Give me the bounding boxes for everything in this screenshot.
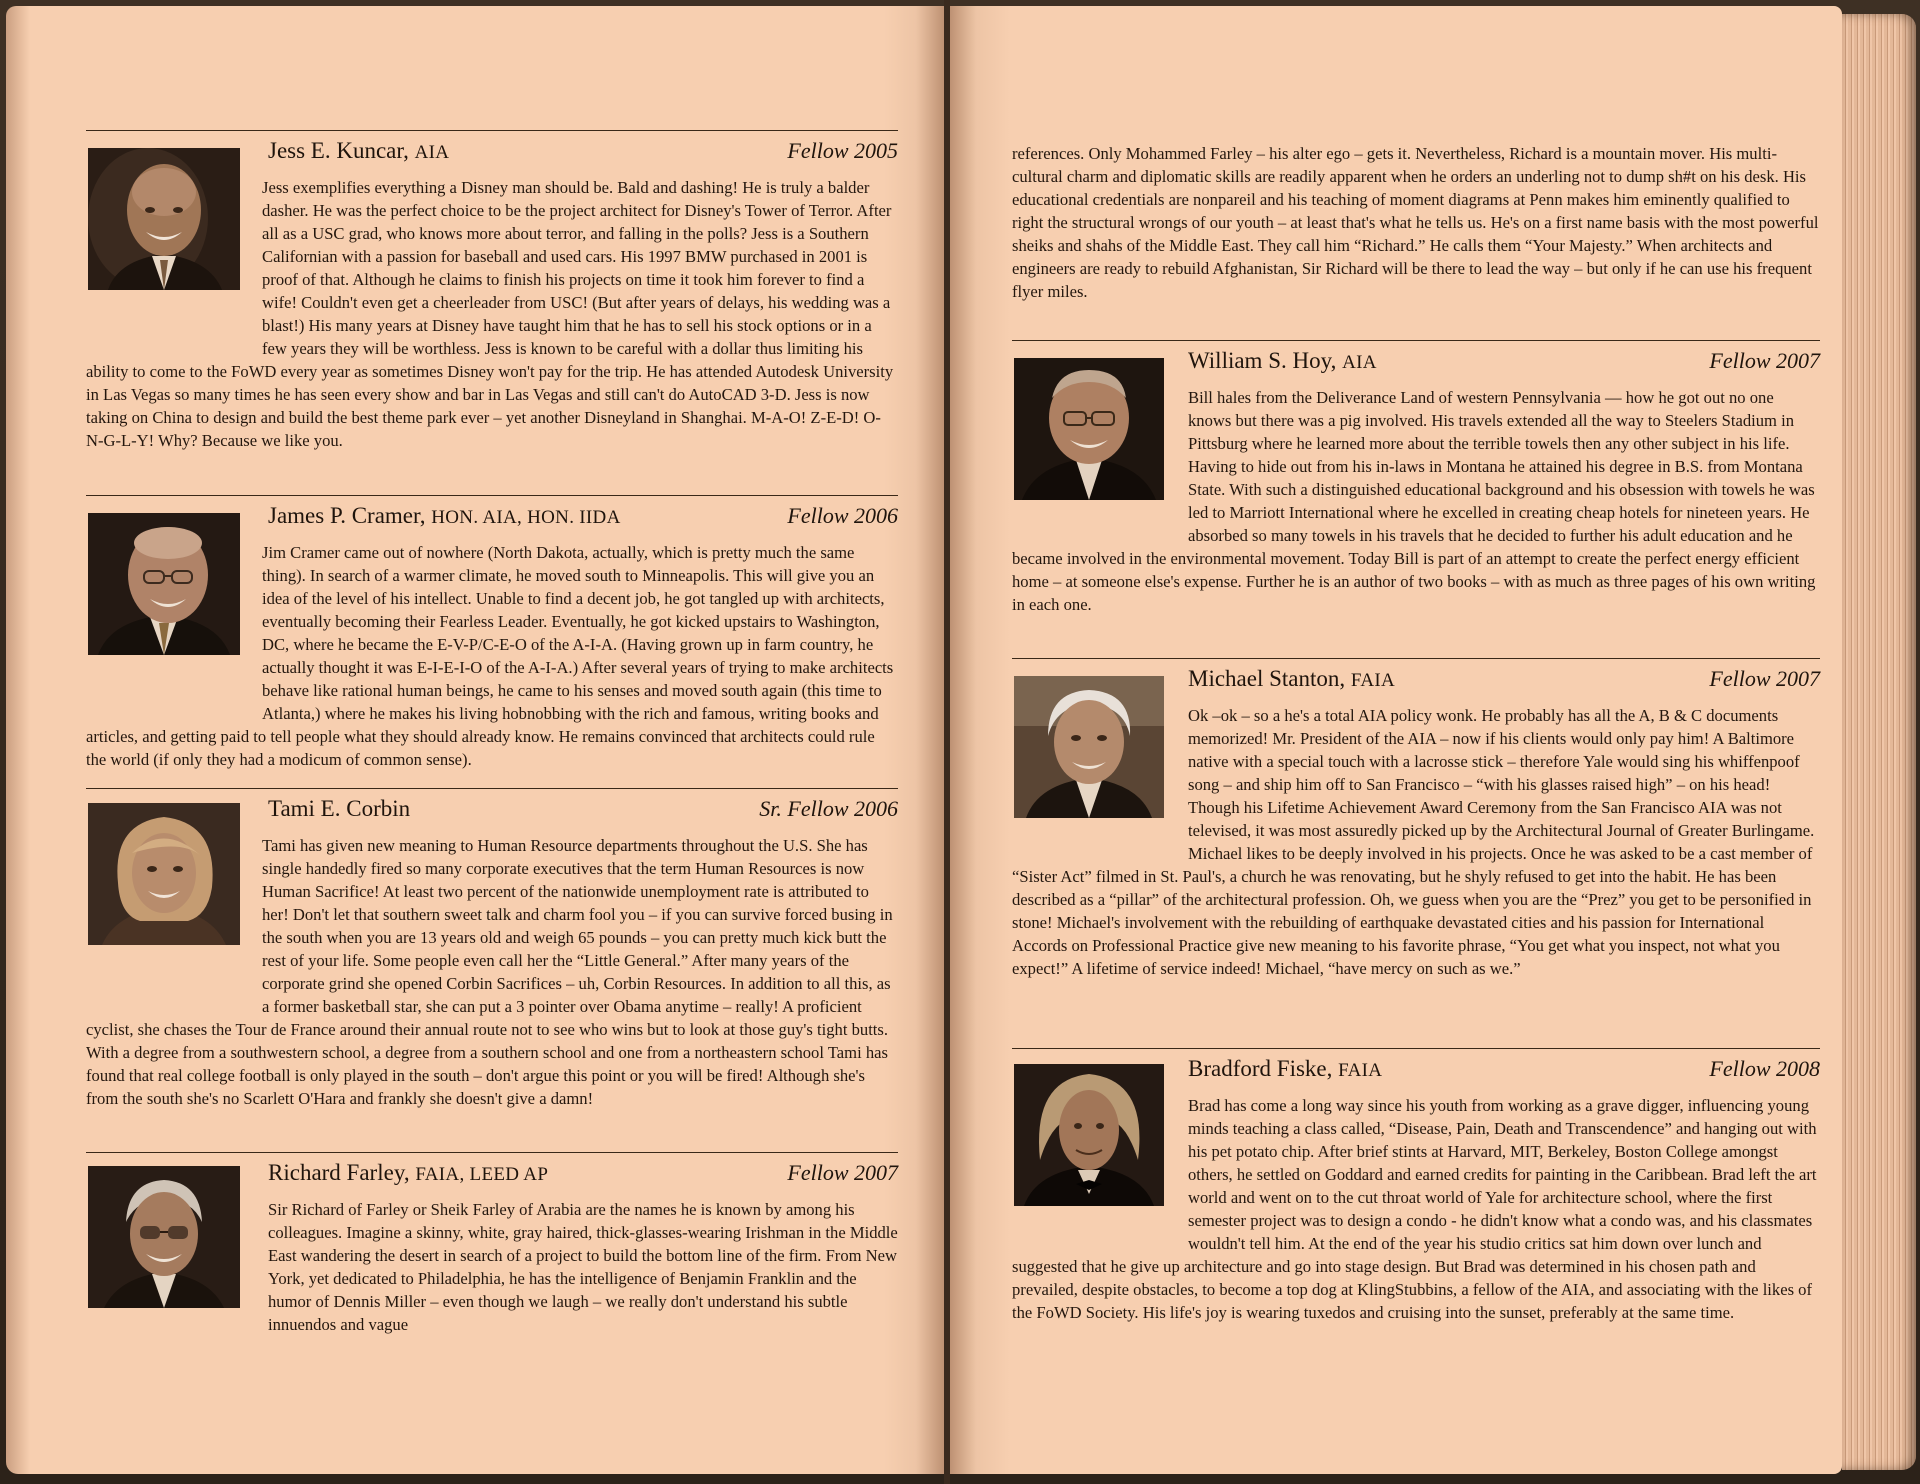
credentials: HON. AIA, HON. IIDA <box>431 507 621 528</box>
right-page <box>950 6 1842 1474</box>
profile-entry-fiske <box>1012 1048 1820 1388</box>
person-name: William S. Hoy, AIA <box>1188 348 1377 373</box>
credentials: FAIA, LEED AP <box>415 1164 549 1185</box>
profile-entry-hoy <box>1012 340 1820 644</box>
person-name: Michael Stanton, FAIA <box>1188 666 1396 691</box>
entry-header <box>268 503 898 533</box>
profile-entry-stanton <box>1012 658 1820 1042</box>
entry-header <box>268 796 898 826</box>
bio-text: Ok –ok – so a he's a total AIA policy wonk. He probably has all the A, B & C documents memorized! Mr. President of the AIA – now if his clients would only pay him! A Baltimore native with a special touch with a lacrosse stick – therefore Yale would sing his whiffenpoof song – and ship him off to San Francisco – “with his glasses raised high” – on his head! Though his Lifetime Achievement Award Ceremony from the San Francisco AIA was not televised, it was most assuredly picked up by the Architectural Journal of Greater Burlingame. Michael likes to be deeply involved in his projects. Once he was asked to be a cast member of “Sister Act” filmed in St. Paul's, a church he was renovating, but he shyly refused to get into the habit. He has been described as a “pillar” of the architectural profession. Oh, we guess when you are the “Prez” you get to be personified in stone! Michael's involvement with the rebuilding of earthquake devastated cities and his passion for International Accords on Professional Practice give new meaning to his favorite phrase, “You get what you inspect, not what you expect!” A lifetime of service indeed! Michael, “have mercy on such as we.” <box>1012 706 1815 978</box>
farley-bio-continuation: references. Only Mohammed Farley – his alter ego – gets it. Nevertheless, Richard is a mountain mover. His multi-cultural charm and diplomatic skills are readily apparent when he orders an underling not to dump sh#t on his desk. His educational credentials are nonpareil and his teaching of moment diagrams at Penn makes him eminently qualified to right the structural wrongs of our youth – at least that's what he tells us. He's on a first name basis with the most powerful sheiks and shahs of the Middle East. They call him “Richard.” He calls them “Your Majesty.” When architects and engineers are ready to rebuild Afghanistan, Sir Richard will be there to lead the way – but only if he can use his frequent flyer miles. <box>1012 144 1819 301</box>
bio-text: Jess exemplifies everything a Disney man should be. Bald and dashing! He is truly a balder dasher. He was the perfect choice to be the project architect for Disney's Tower of Terror. After all as a USC grad, who knows more about terror, and falling in the polls? Jess is a Southern Californian with a passion for baseball and used cars. His 1997 BMW purchased in 2001 is proof of that. Although he claims to finish his projects on time it took him forever to find a wife! Couldn't even get a cheerleader from USC! (But after years of delays, his wedding was a blast!) His many years at Disney have taught him that he has to sell his stock options or in a few years they will be worthless. Jess is known to be careful with a dollar thus limiting his ability to come to the FoWD every year as sometimes Disney won't pay for the trip. He has attended Autodesk University in Las Vegas so many times he has seen every show and bar in Las Vegas and still can't do AutoCAD 3-D. Jess is now taking on China to design and build the best theme park ever – yet another Disneyland in Shanghai. M-A-O! Z-E-D! O-N-G-L-Y! Why? Because we like you. <box>86 178 894 450</box>
person-name: Bradford Fiske, FAIA <box>1188 1056 1383 1081</box>
profile-entry-cramer <box>86 495 898 783</box>
credentials: AIA <box>1342 352 1377 373</box>
fellow-year: Fellow 2007 <box>1709 666 1820 691</box>
entry-rule <box>1012 1048 1820 1049</box>
profile-entry-kuncar <box>86 130 898 490</box>
entry-header <box>268 138 898 168</box>
person-name: Jess E. Kuncar, AIA <box>268 138 450 163</box>
credentials: AIA <box>414 142 450 163</box>
person-name: James P. Cramer, HON. AIA, HON. IIDA <box>268 503 621 528</box>
page-edges <box>1842 14 1916 1470</box>
bio-text: Sir Richard of Farley or Sheik Farley of Arabia are the names he is known by among his colleagues. Imagine a skinny, white, gray haired, thick-glasses-wearing Irishman in the Middle East wandering the desert in search of a project to build the bottom line of the firm. From New York, yet dedicated to Philadelphia, he has the intelligence of Benjamin Franklin and the humor of Dennis Miller – even though we laugh – we really don't understand his subtle innuendos and vague <box>268 1200 898 1334</box>
bio-text: Bill hales from the Deliverance Land of western Pennsylvania — how he got out no one knows but there was a pig involved. His travels extended all the way to Steelers Stadium in Pittsburg where he learned more about the terrible towels then any other subject in his life. Having to hide out from his in-laws in Montana he attained his degree in B.S. from Montana State. With such a distinguished educational background and his obsession with towels he was led to Marriott International where he excelled in creating cheap hotels for nineteen years. He absorbed so many towels in his travels that he decided to further his adult education and he became involved in the environmental movement. Today Bill is part of an attempt to create the perfect energy efficient home – at someone else's expense. Further he is an author of two books – with as much as three pages of his own writing in each one. <box>1012 388 1816 614</box>
credentials: FAIA <box>1350 670 1396 691</box>
fellow-year: Fellow 2007 <box>787 1160 898 1185</box>
entry-rule <box>1012 658 1820 659</box>
entry-header <box>1188 666 1820 696</box>
person-name: Richard Farley, FAIA, LEED AP <box>268 1160 549 1185</box>
fellow-year: Fellow 2006 <box>787 503 898 528</box>
fellow-year: Fellow 2008 <box>1709 1056 1820 1081</box>
entry-rule <box>86 130 898 131</box>
fellow-year: Fellow 2007 <box>1709 348 1820 373</box>
entry-header <box>1188 348 1820 378</box>
bio-text: Brad has come a long way since his youth from working as a grave digger, influencing young minds teaching a class called, “Disease, Pain, Death and Transcendence” and hanging out with his pet potato chip. After brief stints at Harvard, MIT, Berkeley, Boston College amongst others, he settled on Goddard and earned credits for painting in the Caribbean. Brad left the art world and went on to the cut throat world of Yale for architecture school, where the first semester project was to design a condo - he didn't know what a condo was, and his classmates wouldn't tell him. At the end of the year his studio critics sat him down over lunch and suggested that he give up architecture and go into stage design. But Brad was determined in his chosen path and prevailed, despite obstacles, to become a top dog at KlingStubbins, a fellow of the AIA, and associating with the likes of the FoWD Society. His life's joy is wearing tuxedos and cruising into the sunset, preferably at the same time. <box>1012 1096 1817 1322</box>
entry-rule <box>1012 340 1820 341</box>
entry-rule <box>86 1152 898 1153</box>
entry-rule <box>86 788 898 789</box>
bio-text: Jim Cramer came out of nowhere (North Dakota, actually, which is pretty much the same thing). In search of a warmer climate, he moved south to Minneapolis. This will give you an idea of the level of his intellect. Unable to find a decent job, he got tangled up with architects, eventually becoming their Fearless Leader. Eventually, he got kicked upstairs to Washington, DC, where he became the E-V-P/C-E-O of the A-I-A. (Having grown up in farm country, he actually thought it was E-I-E-I-O of the A-I-A.) After several years of trying to make architects behave like rational human beings, he came to his senses and moved south again (this time to Atlanta,) where he makes his living hobnobbing with the rich and famous, writing books and articles, and getting paid to tell people what they should already know. He remains convinced that architects could rule the world (if only they had a modicum of common sense). <box>86 543 894 769</box>
left-page <box>6 6 944 1474</box>
fellow-year: Fellow 2005 <box>787 138 898 163</box>
entry-header <box>268 1160 898 1190</box>
person-name: Tami E. Corbin <box>268 796 411 821</box>
profile-entry-corbin <box>86 788 898 1140</box>
entry-header <box>1188 1056 1820 1086</box>
entry-rule <box>86 495 898 496</box>
profile-entry-farley <box>86 1152 898 1362</box>
fellow-year: Sr. Fellow 2006 <box>759 796 898 821</box>
bio-text: Tami has given new meaning to Human Resource departments throughout the U.S. She has single handedly fired so many corporate executives that the term Human Resources is now Human Sacrifice! At least two percent of the nationwide unemployment rate is attributed to her! Don't let that southern sweet talk and charm fool you – if you can survive forced busing in the south when you are 13 years old and weigh 65 pounds – you can pretty much kick butt the rest of your life. Some people even call her the “Little General.” After many years of the corporate grind she opened Corbin Sacrifices – uh, Corbin Resources. In addition to all this, as a former basketball star, she can put a 3 pointer over Obama anytime – really! A proficient cyclist, she chases the Tour de France around their annual route not to see who wins but to look at those guy's tight butts. With a degree from a southwestern school, a degree from a southern school and one from a northeastern school Tami has found that real college football is only played in the south – don't argue this point or you will be fired! Although she's from the south she's no Scarlett O'Hara and frankly she doesn't give a damn! <box>86 836 893 1108</box>
portrait-gray-haired-man-glasses-icon <box>88 1166 240 1308</box>
credentials: FAIA <box>1338 1060 1383 1081</box>
